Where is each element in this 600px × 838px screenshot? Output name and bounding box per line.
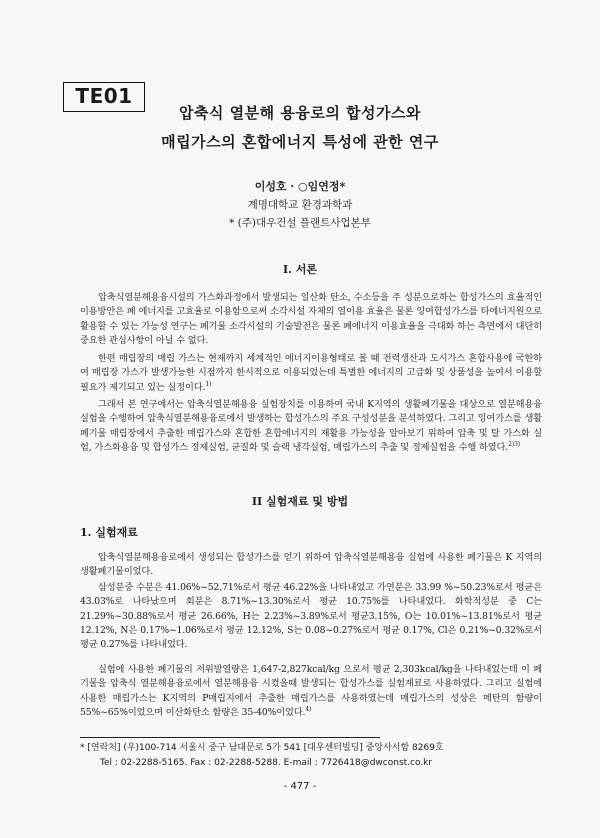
reference-marker: 1) xyxy=(205,380,212,388)
materials-paragraph-3-text: 실험에 사용한 폐기물의 저위발열량은 1,647-2,827kcal/kg 으로서 평균 2,303kcal/kg을 나타내었는데 이 폐기물을 압축식 열분해용융로에서 열분해용융 시켰을때 발생되는 합성가스를 실험재료로 사용하였다. 그리고 실험에 사용한 매립가스는 K지역의 P매립지에서 추출한 매립가스를 사용하였는데 매립가스의 성상은 메탄의 함량이 55%~65%이었으며 이산화탄소 함량은 35-40%이었다. xyxy=(80,664,542,718)
paper-code-box: TE01 xyxy=(63,82,145,112)
materials-paragraph-1: 압축식열분해용융로에서 생성되는 합성가스를 얻기 위하여 압축식열분해용융 실험에 사용한 폐기물은 K 지역의 생활폐기물이었다. xyxy=(80,552,542,578)
paper-title-line2: 매립가스의 혼합에너지 특성에 관한 연구 xyxy=(161,133,439,151)
materials-paragraph-3 xyxy=(80,663,542,720)
footnote-phone-email: Tel : 02-2288-5165. Fax : 02-2288-5288. E-mail : 7726418@dwconst.co.kr xyxy=(100,758,433,768)
subsection-heading-materials: 1. 실험재료 xyxy=(80,526,138,539)
authors: 이성호 · ○임연정* xyxy=(254,180,346,193)
reference-marker: 4) xyxy=(305,705,312,713)
materials-paragraph-2: 삼성분중 수분은 41.06%~52.71%로서 평균 46.22%을 나타내었고 가연분은 33.99 %~50.23%로서 평균은 43.03%로 나타났으며 회분은 8.71%~13.30%로서 평균 10.75%를 나타내었다. 화학적성분 중 C는 21.29%~30.88%로서 평균 26.66%, H는 2.23%~3.89%로서 평균3.15%, O는 10.01%~13.81%로서 평균 12.12%, N은 0.17%~1.06%로서 평균 12.12%, S는 0.08~0.27%로서 평균 0.17%, Cl은 0.21%~0.32%로서 평균 0.27%를 나타내었다. xyxy=(80,582,542,651)
page-number: - 477 - xyxy=(283,781,317,792)
intro-paragraph-2 xyxy=(80,352,542,395)
intro-paragraph-1: 압축식열분해용융시설의 가스화과정에서 발생되는 일산화 탄소, 수소등을 주 성분으로하는 합성가스의 효율적인 이용방안은 폐 에너지를 고효율로 이용함으로써 소각시설 자체의 열이용 효율은 물론 잉여합성가스를 타에너지원으로 활용할 수 있는 가능성 연구는 폐기물 소각시설의 기술발전은 물론 폐에너지 이용효율을 극대화 하는 측면에서 대단히 중요한 관심사항이 아닐 수 없다. xyxy=(80,292,542,346)
affiliation-1: 계명대학교 환경과학과 xyxy=(247,199,353,211)
paper-title-line1: 압축식 열분해 용융로의 합성가스와 xyxy=(178,104,422,122)
reference-marker: 2)3) xyxy=(508,440,521,448)
section-heading-materials-methods: II 실험재료 및 방법 xyxy=(251,495,349,508)
intro-paragraph-3-text: 그래서 본 연구에서는 압축식열분해용융 실험장치를 이용하여 국내 K지역의 생활폐기물을 대상으로 열분해용융실험을 수행하여 압축식열분해용융로에서 발생하는 합성가스의 주요 구성성분을 분석하였다. 그리고 잉여가스를 생활폐기물 매립장에서 추출한 매립가스와 혼합한 혼합에너지의 재활용 가능성을 알아보기 위하여 압축 및 탈 가스화 실험, 가스화용융 및 합성가스 정제실험, 균질화 및 슬랙 냉각실험, 매립가스의 추출 및 정제실험을 수행 하였다. xyxy=(80,399,542,453)
footnote-divider xyxy=(80,737,380,738)
intro-paragraph-3 xyxy=(80,398,542,455)
section-heading-introduction: I. 서론 xyxy=(282,263,318,276)
intro-paragraph-2-text: 한편 매립장의 매립 가스는 현재까지 세계적인 에너지이용형태로 볼 때 전력생산과 도시가스 혼합사용에 국한하여 매립장 가스가 발생가능한 시점까지 한시적으로 이용되었는데 특별한 에너지의 고급화 및 상품성을 높여서 이용할 필요가 제기되고 있는 실정이다. xyxy=(80,353,543,393)
footnote-contact: * [연락처] (우)100-714 서울시 중구 남대문로 5가 541 [대우센터빌딩] 중앙사서함 8269호 xyxy=(80,743,444,753)
affiliation-2: * (주)대우건설 플랜트사업본부 xyxy=(229,217,371,229)
